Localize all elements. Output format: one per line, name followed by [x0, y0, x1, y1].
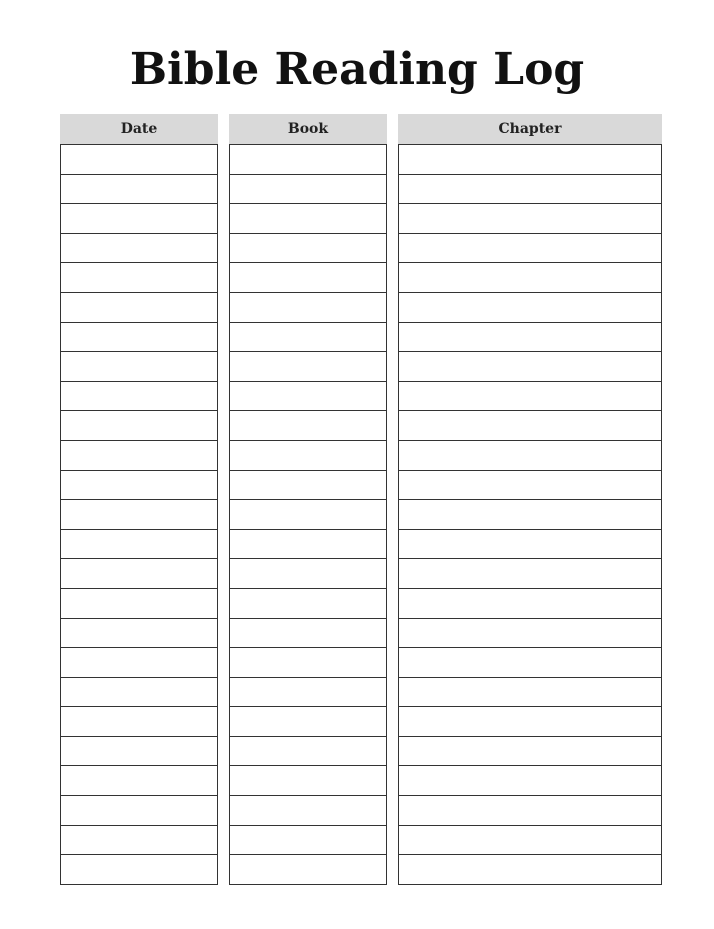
log-cell-date [61, 471, 217, 501]
log-cell-date [61, 441, 217, 471]
log-cell-book [230, 471, 386, 501]
log-cell-book [230, 559, 386, 589]
log-cell-chapter [399, 826, 661, 856]
log-cell-chapter [399, 589, 661, 619]
log-cell-chapter [399, 619, 661, 649]
log-cell-chapter [399, 471, 661, 501]
log-cell-book [230, 411, 386, 441]
log-cell-book [230, 737, 386, 767]
log-cell-chapter [399, 766, 661, 796]
log-cell-date [61, 263, 217, 293]
log-cell-date [61, 293, 217, 323]
log-cell-date [61, 411, 217, 441]
log-cell-chapter [399, 678, 661, 708]
log-cell-book [230, 619, 386, 649]
column-header-book: Book [229, 114, 387, 144]
log-cell-book [230, 323, 386, 353]
log-cell-book [230, 145, 386, 175]
log-cell-date [61, 352, 217, 382]
log-cell-chapter [399, 382, 661, 412]
log-cell-chapter [399, 293, 661, 323]
log-cell-date [61, 855, 217, 885]
log-cell-chapter [399, 175, 661, 205]
log-cell-book [230, 707, 386, 737]
column-header-chapter: Chapter [398, 114, 662, 144]
log-cell-book [230, 263, 386, 293]
log-cell-book [230, 500, 386, 530]
log-cell-book [230, 796, 386, 826]
log-cell-date [61, 530, 217, 560]
log-cell-book [230, 826, 386, 856]
log-cell-date [61, 323, 217, 353]
log-cell-book [230, 441, 386, 471]
log-cell-chapter [399, 204, 661, 234]
log-cell-chapter [399, 145, 661, 175]
column-header-date: Date [60, 114, 218, 144]
log-cell-book [230, 648, 386, 678]
log-cell-book [230, 352, 386, 382]
log-cell-chapter [399, 648, 661, 678]
log-cell-date [61, 234, 217, 264]
log-cell-book [230, 855, 386, 885]
log-cell-date [61, 678, 217, 708]
column-rows-book [229, 144, 387, 885]
column-rows-date [60, 144, 218, 885]
log-cell-book [230, 530, 386, 560]
log-cell-date [61, 382, 217, 412]
log-cell-book [230, 382, 386, 412]
log-cell-chapter [399, 263, 661, 293]
log-cell-chapter [399, 855, 661, 885]
log-cell-book [230, 175, 386, 205]
log-cell-book [230, 766, 386, 796]
column-date [60, 114, 218, 885]
log-cell-chapter [399, 352, 661, 382]
log-cell-chapter [399, 500, 661, 530]
log-cell-date [61, 826, 217, 856]
log-cell-date [61, 737, 217, 767]
log-cell-date [61, 619, 217, 649]
log-cell-book [230, 678, 386, 708]
log-cell-date [61, 648, 217, 678]
log-cell-book [230, 589, 386, 619]
log-cell-chapter [399, 796, 661, 826]
log-cell-date [61, 145, 217, 175]
log-cell-chapter [399, 441, 661, 471]
log-cell-date [61, 559, 217, 589]
log-cell-date [61, 500, 217, 530]
column-rows-chapter [398, 144, 662, 885]
log-cell-date [61, 796, 217, 826]
log-cell-chapter [399, 411, 661, 441]
log-cell-chapter [399, 530, 661, 560]
log-cell-chapter [399, 323, 661, 353]
log-cell-date [61, 707, 217, 737]
log-cell-chapter [399, 234, 661, 264]
log-cell-book [230, 293, 386, 323]
column-chapter [398, 114, 662, 885]
log-cell-book [230, 204, 386, 234]
log-cell-date [61, 204, 217, 234]
log-cell-chapter [399, 559, 661, 589]
page-title: Bible Reading Log [129, 44, 585, 95]
log-cell-chapter [399, 737, 661, 767]
column-book [229, 114, 387, 885]
log-cell-date [61, 175, 217, 205]
log-cell-date [61, 766, 217, 796]
log-cell-book [230, 234, 386, 264]
log-cell-chapter [399, 707, 661, 737]
log-cell-date [61, 589, 217, 619]
